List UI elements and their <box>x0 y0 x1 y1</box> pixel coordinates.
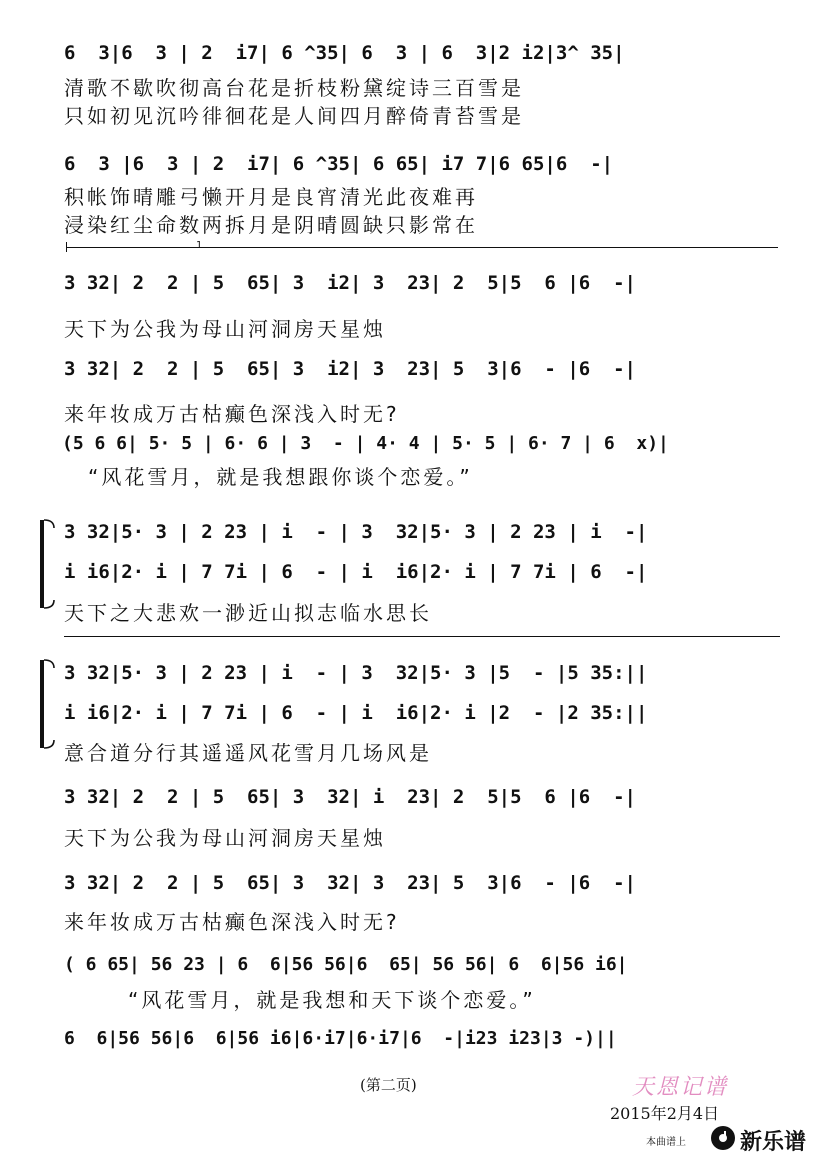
dialogue-line-1: “风花雪月，就是我想跟你谈个恋爱。” <box>88 465 473 489</box>
lyric-line-6: 天下之大悲欢一渺近山拟志临水思长 <box>64 601 432 625</box>
notation-line-11: 6 6|56 56|6 6|56 i6|6·i7|6·i7|6 -|i23 i23|3 -)|| <box>64 1028 617 1049</box>
volta-number: 1 <box>196 240 203 251</box>
lyric-line-2a: 积帐饰晴雕弓懒开月是良宵清光此夜难再 <box>64 185 478 209</box>
lyric-line-7: 意合道分行其遥遥风花雪月几场风是 <box>64 741 432 765</box>
dialogue-line-2: “风花雪月，就是我想和天下谈个恋爱。” <box>128 988 536 1012</box>
section-rule <box>64 636 780 637</box>
lyric-line-9: 来年妆成万古枯癫色深浅入时无? <box>64 910 400 934</box>
upload-note: 本曲谱上 <box>646 1137 686 1148</box>
lyric-line-1a: 清歌不歇吹彻高台花是折枝粉黛绽诗三百雪是 <box>64 76 524 100</box>
lyric-line-4: 来年妆成万古枯癫色深浅入时无? <box>64 402 400 426</box>
notation-line-7-lower: i i6|2· i | 7 7i | 6 - | i i6|2· i |2 - |2 35:|| <box>64 702 648 724</box>
notation-line-8: 3 32| 2 2 | 5 65| 3 32| i 23| 2 5|5 6 |6 -| <box>64 786 636 808</box>
notation-line-9: 3 32| 2 2 | 5 65| 3 32| 3 23| 5 3|6 - |6 -| <box>64 872 636 894</box>
page-label: (第二页) <box>360 1076 417 1094</box>
notation-line-6-lower: i i6|2· i | 7 7i | 6 - | i i6|2· i | 7 7i | 6 -| <box>64 561 648 583</box>
notation-line-2: 6 3 |6 3 | 2 i7| 6 ^35| 6 65| i7 7|6 65|6 -| <box>64 153 614 175</box>
volta-bracket-start <box>66 242 67 252</box>
notation-line-6-upper: 3 32|5· 3 | 2 23 | i - | 3 32|5· 3 | 2 23 | i -| <box>64 521 648 543</box>
system-brace-2 <box>38 656 56 752</box>
site-logo-text: 新乐谱 <box>740 1130 807 1155</box>
lyric-line-3: 天下为公我为母山河洞房天星烛 <box>64 317 386 341</box>
notation-line-4: 3 32| 2 2 | 5 65| 3 i2| 3 23| 5 3|6 - |6 -| <box>64 358 636 380</box>
transcription-date: 2015年2月4日 <box>610 1104 720 1123</box>
transcriber-signature: 天恩记谱 <box>632 1075 729 1100</box>
notation-line-10: ( 6 65| 56 23 | 6 6|56 56|6 65| 56 56| 6 6|56 i6| <box>64 954 628 975</box>
notation-line-3: 3 32| 2 2 | 5 65| 3 i2| 3 23| 2 5|5 6 |6 -| <box>64 272 636 294</box>
lyric-line-8: 天下为公我为母山河洞房天星烛 <box>64 826 386 850</box>
notation-line-5: (5 6 6| 5· 5 | 6· 6 | 3 - | 4· 4 | 5· 5 | 6· 7 | 6 x)| <box>62 433 669 454</box>
system-brace-1 <box>38 516 56 612</box>
lyric-line-2b: 浸染红尘命数两拆月是阴晴圆缺只影常在 <box>64 213 478 237</box>
volta-bracket <box>66 247 778 248</box>
music-disc-icon <box>710 1125 736 1151</box>
lyric-line-1b: 只如初见沉吟徘徊花是人间四月醉倚青苔雪是 <box>64 104 524 128</box>
notation-line-7-upper: 3 32|5· 3 | 2 23 | i - | 3 32|5· 3 |5 - |5 35:|| <box>64 662 648 684</box>
notation-line-1: 6 3|6 3 | 2 i7| 6 ^35| 6 3 | 6 3|2 i2|3^ 35| <box>64 42 625 64</box>
